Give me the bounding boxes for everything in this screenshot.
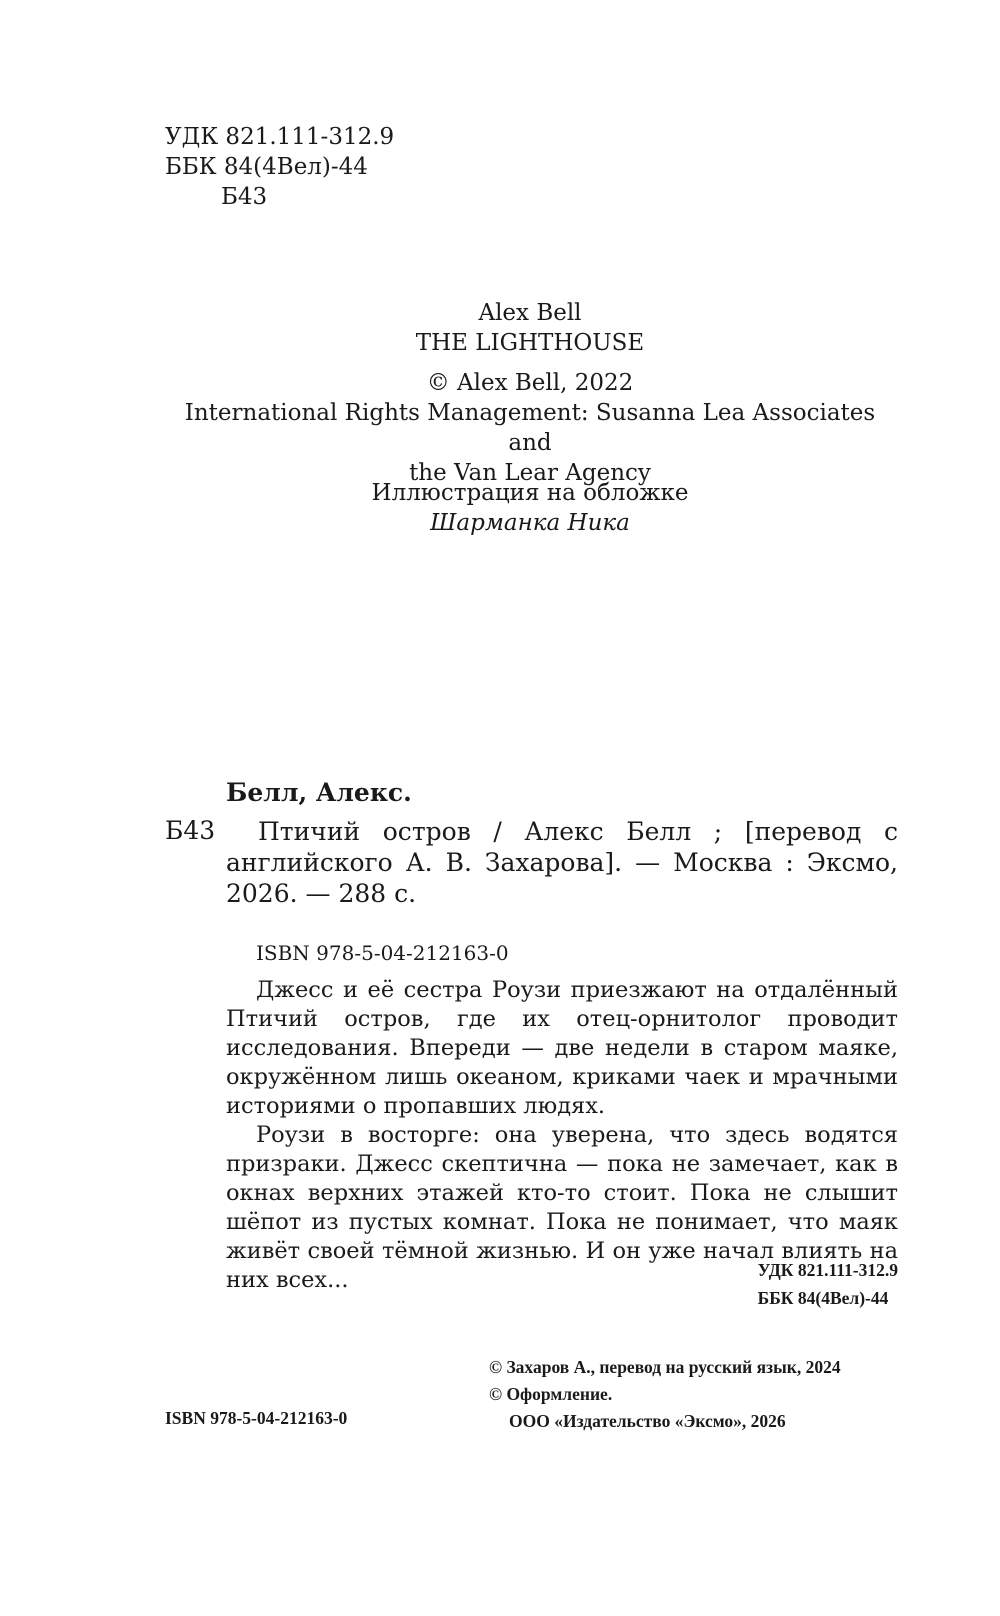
illustration-artist: Шарманка Ника [430,510,630,536]
original-title-block [160,298,900,358]
isbn-bottom: ISBN 978-5-04-212163-0 [165,1408,348,1428]
udk-code: УДК 821.111-312.9 [165,124,395,150]
original-copyright: © Alex Bell, 2022 [426,370,634,396]
rights-line-2: the Van Lear Agency [409,460,651,486]
header-codes [165,122,394,212]
original-author: Alex Bell [478,300,582,326]
rights-line-1: International Rights Management: Susanna Lea Associates and [184,400,876,456]
author-mark: Б43 [221,184,268,210]
design-copyright-label: © Оформление. [489,1384,613,1404]
illustration-credit [160,478,900,538]
original-title: THE LIGHTHOUSE [415,330,645,356]
annotation-paragraph-2: Роузи в восторге: она уверена, что здесь водятся призраки. Джесс скептична — пока не замечает, как в окнах верхних этажей кто-то стоит. Пока не слышит шёпот из пустых комнат. Пока не понимает, что маяк живёт своей тёмной жизнью. И он уже начал влиять на них всех... [226,1122,898,1293]
rights-block [160,368,900,488]
annotation [226,976,898,1295]
bbk-code: ББК 84(4Вел)-44 [165,154,368,180]
translation-copyright: © Захаров А., перевод на русский язык, 2024 [489,1357,841,1377]
classification-bbk: ББК 84(4Вел)-44 [757,1288,889,1308]
isbn-record: ISBN 978-5-04-212163-0 [256,941,509,965]
classification-codes [758,1256,898,1312]
author-heading: Белл, Алекс. [226,778,412,807]
illustration-label: Иллюстрация на обложке [371,480,689,506]
classification-udk: УДК 821.111-312.9 [757,1260,898,1280]
publisher-copyright: ООО «Издательство «Эксмо», 2026 [509,1411,786,1431]
record-text: Птичий остров / Алекс Белл ; [перевод с английского А. В. Захарова]. — Москва : Эксмо, 2026. — 288 с. [226,817,898,908]
bibliographic-record [226,816,898,909]
annotation-paragraph-1: Джесс и её сестра Роузи приезжают на отдалённый Птичий остров, где их отец-орнитолог проводит исследования. Впереди — две недели в старом маяке, окружённом лишь океаном, криками чаек и мрачными историями о пропавших людях. [226,977,898,1119]
author-code: Б43 [165,816,216,845]
copyright-block [489,1354,841,1435]
